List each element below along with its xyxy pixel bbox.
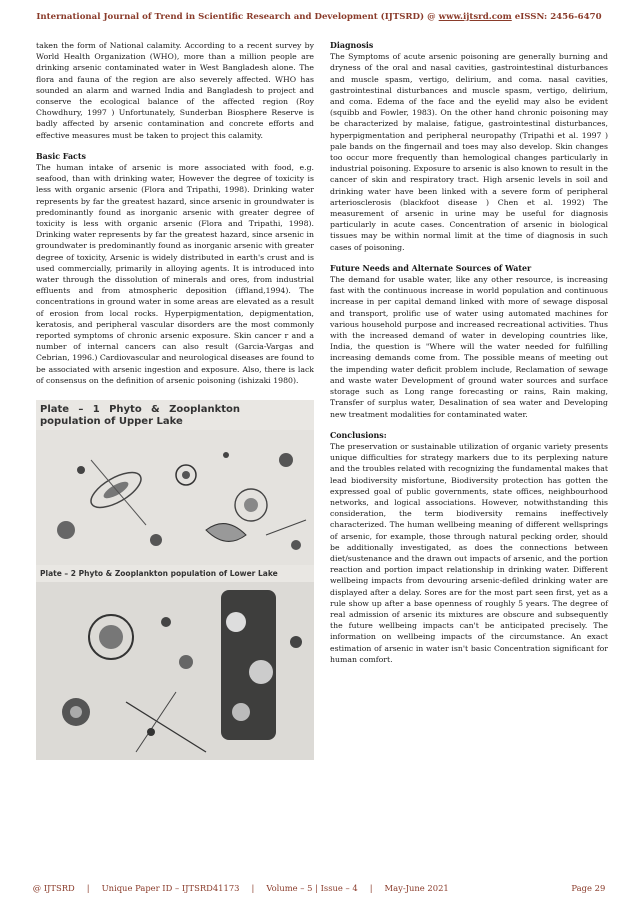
- plate-1-micrograph: [36, 430, 314, 565]
- basic-facts-heading: Basic Facts: [36, 151, 86, 161]
- future-needs-heading: Future Needs and Alternate Sources of Water: [330, 263, 532, 273]
- header-title: International Journal of Trend in Scientific Research and Development (IJTSRD) @: [36, 12, 436, 22]
- footer-paper-id: Unique Paper ID – IJTSRD41173: [101, 883, 240, 893]
- plate-2-micrograph: [36, 582, 314, 760]
- journal-header: [0, 12, 638, 22]
- left-column: [36, 40, 314, 760]
- footer-journal: @ IJTSRD: [32, 883, 75, 893]
- page-footer: @ IJTSRD | Unique Paper ID – IJTSRD41173 | Volume – 5 | Issue – 4 | May-June 2021 Page 29: [32, 883, 606, 893]
- conclusions-heading: Conclusions:: [330, 430, 387, 440]
- plate-2-caption: Plate – 2 Phyto & Zooplankton population of Lower Lake: [40, 569, 278, 579]
- diagnosis-paragraph: The Symptoms of acute arsenic poisoning are generally burning and dryness of the oral and nasal cavities, gastrointestinal disturbances and muscle spasm, vertigo, delirium, and coma. nasal cavities, gastrointestinal disturbances and muscle spasm, vertigo, delirium, and coma. Edema of the face and the eyelid may also be evident (squibb and Fowler, 1983). On the other hand chronic poisoning may be characterized by malaise, fatigue, gastrointestinal disturbances, hyperpigmentation and peripheral neuropathy (Tripathi et al. 1997 ) pale bands on the fingernail and toes may also develop. Skin changes too occur more frequently than hemological changes particularly in industrial poisoning. Exposure to arsenic is also known to result in the cancer of skin and respiratory tract. High arsenic levels in soil and drinking water have been linked with a severe form of peripheral arteriosclerosis (blackfoot disease ) Chen et al. 1992) The measurement of arsenic in urine may be useful for diagnosis particularly in acute cases. Concentration of arsenic in biological tissues may be within normal limit at the time of diagnosis in such cases of poisoning.: [330, 52, 608, 252]
- footer-date: May-June 2021: [384, 883, 449, 893]
- future-needs-paragraph: The demand for usable water, like any other resource, is increasing fast with the continuous increase in world population and continuous increase in per capital demand linked with more of sewage disposal and transport, prolific use of water using automated machines for various household purpose and increased recreational activities. Thus with the increased demand of water in developing countries like, India, the question is "Where will the water needed for fulfilling increasing demands come from. The possible means of meeting out the impending water deficit problem include, Reclamation of sewage and waste water Development of ground water sources and surface storage such as Long range forecasting or rains, Rain making, Transfer of surplus water, Desalination of sea water and Developing new treatment modalities for contaminated water.: [330, 275, 608, 419]
- diagnosis-heading: Diagnosis: [330, 41, 374, 50]
- header-link[interactable]: www.ijtsrd.com: [438, 12, 512, 22]
- intro-paragraph: taken the form of National calamity. According to a recent survey by World Health Organization (WHO), more than a million people are drinking arsenic contaminated water in West Bangladesh alone. The flora and fauna of the region are also severely affected. WHO has sounded an alarm and warned India and Bangladesh to project and conserve the ecological balance of the affected region (Roy Chowdhury, 1997 ) Unfortunately, Sunderban Biosphere Reserve is badly affected by arsenic contamination and concrete efforts and effective measures must be taken to project this calamity.: [36, 41, 314, 140]
- basic-facts-paragraph: The human intake of arsenic is more associated with food, e.g. seafood, than with drinking water, However the degree of toxicity is less with organic arsenic (Flora and Tripathi, 1998). Drinking water represents by far the greatest hazard, since arsenic in groundwater is predominantly found as inorganic arsenic with greater degree of toxicity is less with organic arsenic (Flora and Tripathi, 1998). Drinking water represents by far the greatest hazard, since arsenic in groundwater is predominantly found as inorganic arsenic with greater degree of toxicity, Arsenic is widely distributed in earth's crust and is used commercially, primarily in alloying agents. It is introduced into water through the dissolution of minerals and ores, from industrial effluents and from atmospheric deposition (iffland,1994). The concentrations in ground water in some areas are elevated as a result of erosion from local rocks. Hyperpigmentation, depigmentation, keratosis, and peripheral vascular disorders are the most commonly reported symptoms of chronic arsenic exposure. Skin cancer r and a number of internal cancers can also result (Garcia-Vargas and Cebrian, 1996.) Cardiovascular and neurological diseases are found to be associated with arsenic ingestion and exposure. Also, there is lack of consensus on the definition of arsenic poisoning (ishizaki 1980).: [36, 163, 314, 385]
- right-column: [330, 40, 608, 665]
- plate-1-caption: Plate – 1 Phyto & Zooplankton population of Upper Lake: [40, 404, 240, 428]
- header-issn: eISSN: 2456-6470: [514, 12, 602, 22]
- conclusions-paragraph: The preservation or sustainable utilization of organic variety presents unique difficulties for strategy markers due to its perplexing nature and the troubles related with recognizing the fundamental makes that lead biodiversity misfortune, Biodiversity protection has gotten the expressed goal of public governments, state offices, neighbourhood networks, and logical associations. However, notwithstanding this consideration, the term biodiversity remains ineffectively characterized. The human wellbeing meaning of different wellsprings of arsenic, for example, those through natural pecking order, should be additionally investigated, as does the connections between diet/sustenance and the drawn out impacts of arsenic, and the portion reaction and portion impact relationship in drinking water. Different wellbeing impacts from devouring arsenic-defiled drinking water are displayed after a delay. Sores are for the most part seen first, yet as a rule show up after a base openness of roughly 5 years. The degree of real admission of arsenic its mixtures are obscure and subsequently the future wellbeing impacts can't be anticipated precisely. The information on wellbeing impacts of the circumstance. An exact estimation of arsenic in water isn't basic Concentration significant for human comfort.: [330, 441, 608, 664]
- plankton-plates-figure: [36, 400, 314, 760]
- footer-volume: Volume – 5 | Issue – 4: [266, 883, 358, 893]
- footer-page: Page 29: [571, 883, 606, 893]
